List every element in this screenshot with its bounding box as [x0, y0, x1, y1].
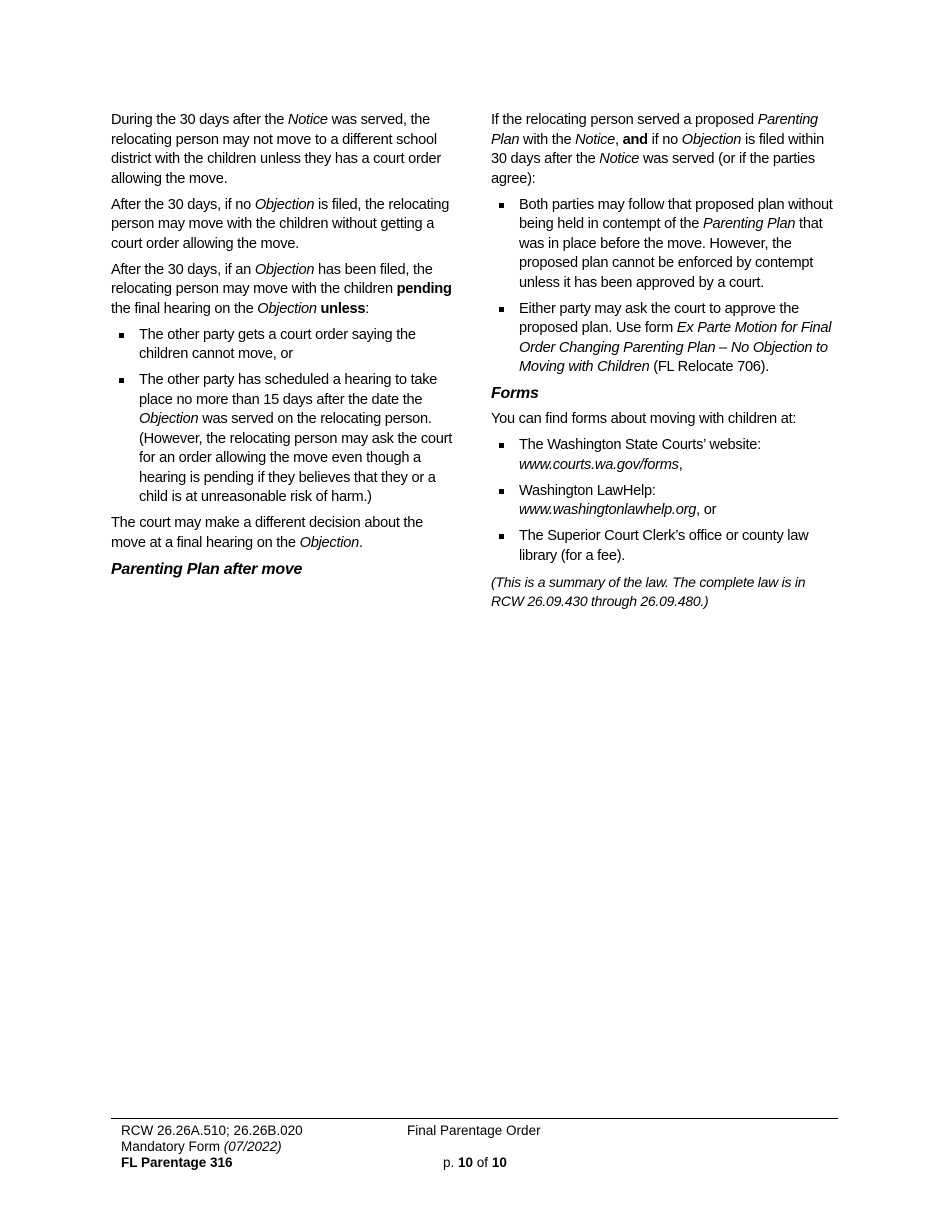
list-item: Washington LawHelp: www.washingtonlawhelp.org, or	[491, 482, 837, 521]
plan-list	[491, 196, 837, 378]
page-number: p. 10 of 10	[443, 1155, 507, 1170]
section-heading-forms: Forms	[491, 385, 539, 402]
left-paragraph-2: After the 30 days, if no Objection is filed, the relocating person may move with the children without getting a court order allowing the move.	[111, 196, 450, 252]
lawhelp-website-link: www.washingtonlawhelp.org	[519, 502, 697, 518]
left-paragraph-4: The court may make a different decision about the move at a final hearing on the Objection.	[111, 515, 423, 551]
footer-form-info	[121, 1123, 303, 1171]
right-paragraph-1: If the relocating person served a proposed Parenting Plan with the Notice, and if no Objection is filed within 30 days after the Notice was served (or if the parties agree):	[491, 112, 824, 187]
list-item: The Superior Court Clerk’s office or county law library (for a fee).	[491, 527, 837, 566]
list-item: The other party gets a court order saying the children cannot move, or	[111, 326, 457, 365]
left-paragraph-3: After the 30 days, if an Objection has been filed, the relocating person may move with the children pending the final hearing on the Objection unless:	[111, 261, 452, 317]
footer-mandatory: Mandatory Form (07/2022)	[121, 1139, 282, 1154]
footer-form-id: FL Parentage 316	[121, 1155, 233, 1170]
right-column	[491, 111, 837, 617]
list-item: Either party may ask the court to approve the proposed plan. Use form Ex Parte Motion for Final Order Changing Parenting Plan – No Objection to Moving with Children (FL Relocate 706).	[491, 300, 837, 378]
law-summary-note: (This is a summary of the law. The complete law is in RCW 26.09.430 through 26.09.480.)	[491, 573, 806, 609]
forms-intro: You can find forms about moving with children at:	[491, 411, 797, 427]
left-column	[111, 111, 457, 586]
courts-website-link: www.courts.wa.gov/forms	[519, 456, 679, 473]
section-heading-parenting-plan: Parenting Plan after move	[111, 560, 303, 578]
forms-list	[491, 436, 837, 566]
footer-rcw: RCW 26.26A.510; 26.26B.020	[121, 1123, 303, 1138]
footer-divider	[111, 1118, 838, 1119]
list-item: The Washington State Courts’ website: www.courts.wa.gov/forms,	[491, 436, 837, 475]
unless-list	[111, 326, 457, 508]
list-item: Both parties may follow that proposed plan without being held in contempt of the Parenting Plan that was in place before the move. However, the proposed plan cannot be enforced by contempt unless it has been approved by a court.	[491, 196, 837, 294]
list-item: The other party has scheduled a hearing to take place no more than 15 days after the date the Objection was served on the relocating person. (However, the relocating person may ask the court for an order allowing the move even though a hearing is pending if they believes that they or a child is at unreasonable risk of harm.)	[111, 371, 457, 508]
footer-title: Final Parentage Order	[407, 1123, 541, 1138]
left-paragraph-1: During the 30 days after the Notice was served, the relocating person may not move to a different school district with the children unless they has a court order allowing the move.	[111, 112, 441, 187]
